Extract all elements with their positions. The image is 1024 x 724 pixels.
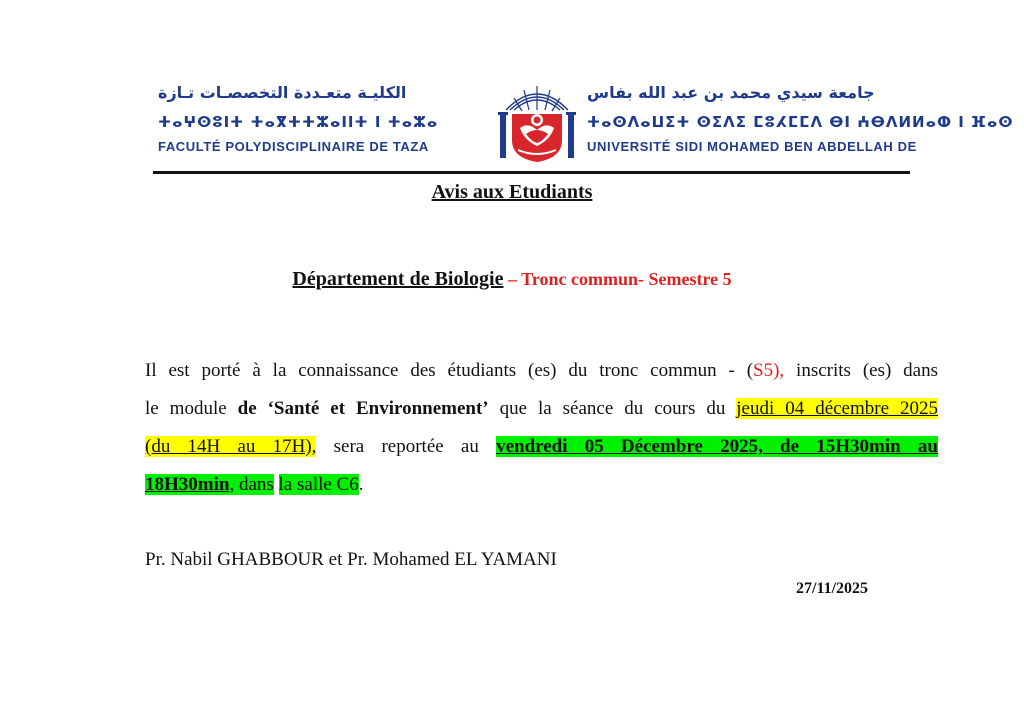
university-name-tifinagh: ⵜⴰⵙⴷⴰⵡⵉⵜ ⵙⵉⴷⵉ ⵎⵓⵃⵎⵎⴷ ⴱⵏ ⵄⴱⴷⵍⵍⴰⵀ ⵏ ⴼⴰⵙ (587, 113, 1014, 131)
body-line (145, 466, 938, 504)
department-name: Département de Biologie (292, 268, 504, 290)
body-text: que la séance du cours du (488, 398, 737, 419)
original-date-highlight: jeudi 04 décembre 2025 (736, 398, 938, 419)
body-text: sera reportée au (316, 436, 497, 457)
department-subtitle: – Tronc commun- Semestre 5 (503, 269, 732, 289)
notice-body (145, 352, 938, 504)
university-block (587, 82, 1014, 156)
faculty-name-arabic: الكليـة متعـددة التخصصـات تـازة (158, 83, 407, 102)
body-text (274, 474, 279, 495)
university-name-latin: UNIVERSITÉ SIDI MOHAMED BEN ABDELLAH DE (587, 139, 917, 154)
body-text: inscrits (es) dans (784, 360, 938, 381)
notice-title: Avis aux Etudiants (431, 181, 593, 203)
new-date-highlight: vendredi 05 Décembre 2025, de 15H30min au (496, 436, 938, 457)
department-line (0, 268, 1024, 291)
faculty-name-latin: FACULTÉ POLYDISCIPLINAIRE DE TAZA (158, 139, 429, 154)
body-line (145, 352, 938, 390)
room-highlight: la salle C6 (278, 474, 359, 495)
body-text: , dans (229, 474, 274, 495)
semester-code: S5), (753, 360, 785, 381)
notice-date: 27/11/2025 (796, 580, 869, 597)
letterhead (0, 0, 1024, 178)
original-time-highlight: (du 14H au 17H), (145, 436, 317, 457)
body-text: Il est porté à la connaissance des étudiants (es) du tronc commun - ( (145, 360, 754, 381)
module-name: de ‘Santé et Environnement’ (237, 398, 489, 419)
faculty-block (158, 82, 488, 156)
university-emblem-logo (496, 80, 578, 164)
body-line (145, 428, 938, 466)
body-text: le module (145, 398, 238, 419)
signatories: Pr. Nabil GHABBOUR et Pr. Mohamed EL YAMANI (145, 549, 557, 570)
body-text: . (358, 474, 364, 495)
faculty-name-tifinagh: ⵜⴰⵖⵙⵓⵏⵜ ⵜⴰⴳⵜⵜⵣⴰⵏⵏⵜ ⵏ ⵜⴰⵣⴰ (158, 113, 439, 131)
new-time-highlight: 18H30min (145, 474, 230, 495)
header-divider (153, 171, 910, 174)
university-name-arabic: جامعة سيدي محمد بن عبد الله بفاس (587, 83, 875, 102)
body-line (145, 390, 938, 428)
